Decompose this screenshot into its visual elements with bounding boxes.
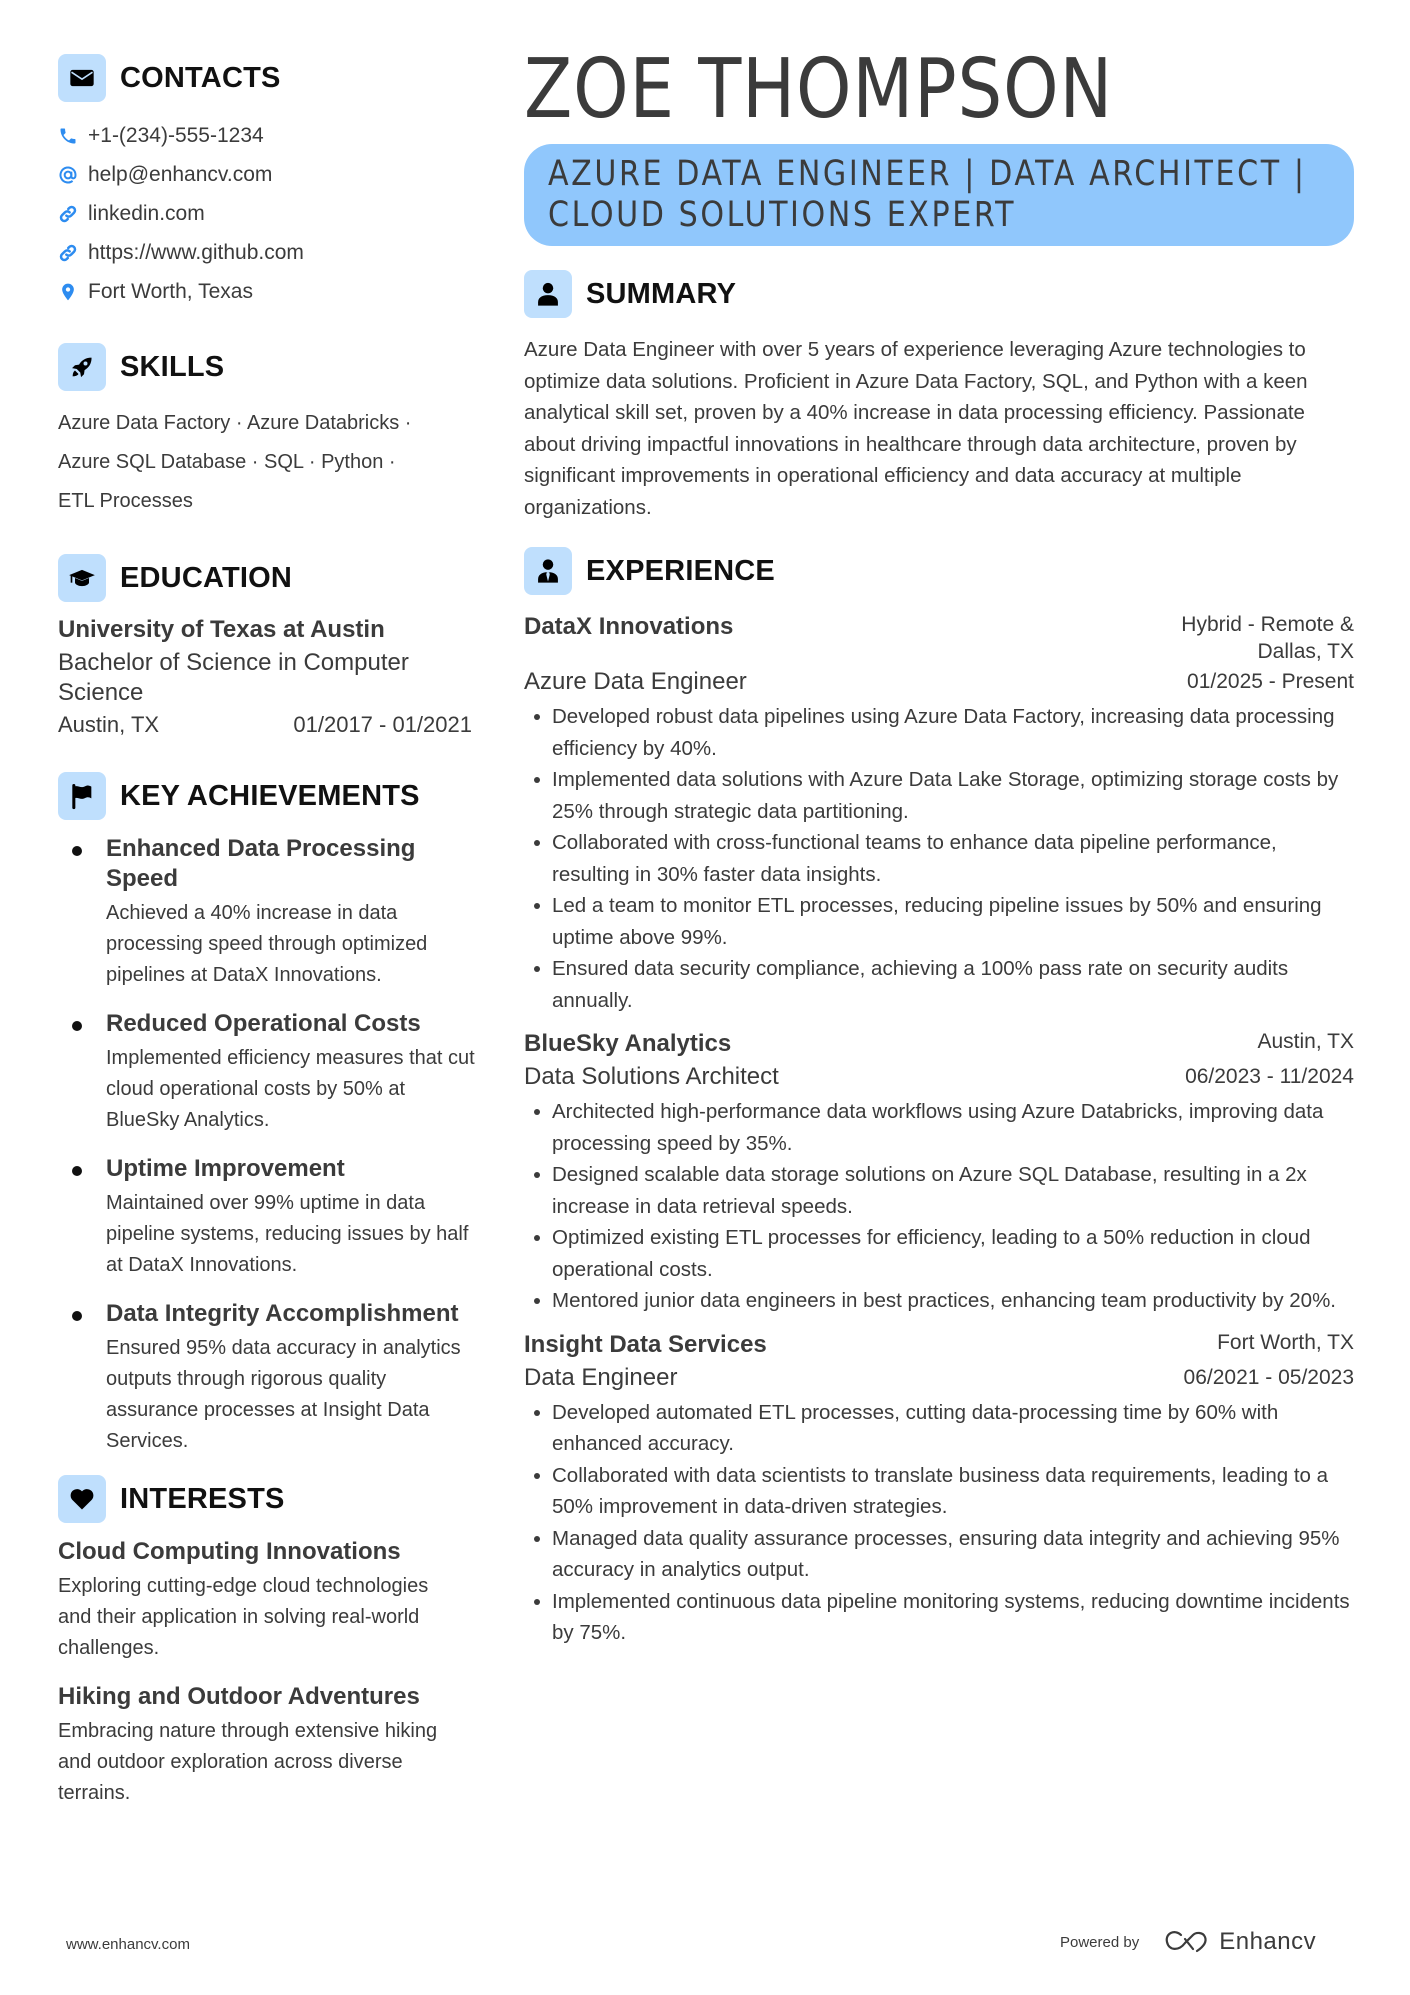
skills-line: Azure SQL Database · SQL · Python · (58, 451, 396, 473)
skills-header (58, 343, 478, 391)
contact-github[interactable] (58, 233, 478, 272)
contact-text: +1-(234)-555-1234 (88, 123, 264, 147)
section-title: KEY ACHIEVEMENTS (120, 779, 420, 812)
education-degree: Bachelor of Science in Computer Science (58, 649, 409, 706)
user-tie-icon (524, 547, 572, 595)
skills-section (58, 343, 478, 520)
at-icon (58, 164, 78, 186)
flag-icon (58, 772, 106, 820)
contacts-header (58, 54, 478, 102)
job-header-row (524, 1028, 1354, 1060)
job-location-line: Dallas, TX (1257, 640, 1354, 663)
experience-header (524, 547, 1354, 595)
job-location: Austin, TX (1257, 1030, 1354, 1053)
phone-icon (58, 125, 78, 147)
interests-header (58, 1475, 478, 1523)
job-company: DataX Innovations (524, 613, 734, 640)
contact-text: help@enhancv.com (88, 162, 273, 186)
title-banner (524, 144, 1354, 246)
job-role: Data Engineer (524, 1363, 678, 1391)
job-role-row (524, 1060, 1354, 1094)
footer-branding[interactable] (1060, 1928, 1316, 1956)
summary-section (524, 270, 1354, 523)
job-bullet: Developed automated ETL processes, cutting data-processing time by 60% with enhanced accuracy. (524, 1397, 1354, 1460)
job-entry (524, 1329, 1354, 1649)
achievement-item (58, 834, 478, 991)
skills-list (58, 405, 458, 520)
job-header-row (524, 1329, 1354, 1361)
job-bullet: Implemented data solutions with Azure Data Lake Storage, optimizing storage costs by 25% through strategic data partitioning. (524, 764, 1354, 827)
bullet-icon (72, 846, 82, 856)
education-meta (58, 712, 472, 738)
achievements-header (58, 772, 478, 820)
achievements-list (58, 834, 478, 1457)
contact-text: linkedin.com (88, 201, 205, 225)
graduation-cap-icon (58, 554, 106, 602)
job-bullet: Led a team to monitor ETL processes, reducing pipeline issues by 50% and ensuring uptime above 99%. (524, 890, 1354, 953)
job-bullet: Designed scalable data storage solutions on Azure SQL Database, resulting in a 2x increase in data retrieval speeds. (524, 1159, 1354, 1222)
achievement-desc: Implemented efficiency measures that cut cloud operational costs by 50% at BlueSky Analytics. (106, 1047, 475, 1131)
achievement-item (58, 1154, 478, 1281)
job-bullet: Optimized existing ETL processes for efficiency, leading to a 50% reduction in cloud operational costs. (524, 1222, 1354, 1285)
achievement-title: Reduced Operational Costs (106, 1010, 421, 1037)
job-bullet: Developed robust data pipelines using Azure Data Factory, increasing data processing efficiency by 40%. (524, 701, 1354, 764)
job-role: Azure Data Engineer (524, 668, 747, 695)
right-column (524, 44, 1354, 1661)
interests-section (58, 1475, 478, 1809)
job-entry (524, 1028, 1354, 1317)
rocket-icon (58, 343, 106, 391)
achievements-section (58, 772, 478, 1457)
section-title: EXPERIENCE (586, 554, 775, 587)
summary-header (524, 270, 1354, 318)
contact-text: https://www.github.com (88, 240, 304, 264)
bullet-icon (72, 1311, 82, 1321)
section-title: EDUCATION (120, 561, 293, 594)
job-location: Fort Worth, TX (1217, 1330, 1354, 1354)
link-icon (58, 203, 78, 225)
job-role-row (524, 665, 1354, 699)
achievement-desc: Ensured 95% data accuracy in analytics outputs through rigorous quality assurance processes at Insight Data Services. (106, 1337, 461, 1452)
link-icon (58, 242, 78, 264)
job-header-row (524, 611, 1354, 665)
location-pin-icon (58, 281, 78, 303)
section-title: SUMMARY (586, 277, 737, 310)
achievement-title: Enhanced Data Processing Speed (106, 835, 416, 892)
interest-item (58, 1682, 478, 1809)
job-bullet: Collaborated with data scientists to translate business data requirements, leading to a 50% improvement in data-driven strategies. (524, 1460, 1354, 1523)
job-bullet: Ensured data security compliance, achieving a 100% pass rate on security audits annually. (524, 953, 1354, 1016)
interest-item (58, 1537, 478, 1664)
powered-by-label: Powered by (1060, 1933, 1140, 1951)
brand-name: Enhancv (1219, 1928, 1317, 1955)
education-section (58, 554, 478, 738)
skills-line: ETL Processes (58, 490, 193, 512)
user-icon (524, 270, 572, 318)
achievement-desc: Achieved a 40% increase in data processing speed through optimized pipelines at DataX Innovations. (106, 902, 428, 986)
section-title: SKILLS (120, 350, 225, 383)
job-bullets (524, 701, 1354, 1016)
job-bullet: Implemented continuous data pipeline monitoring systems, reducing downtime incidents by 75%. (524, 1586, 1354, 1649)
education-dates: 01/2017 - 01/2021 (293, 712, 472, 737)
bullet-icon (72, 1166, 82, 1176)
job-role: Data Solutions Architect (524, 1063, 779, 1090)
achievement-title: Data Integrity Accomplishment (106, 1300, 459, 1327)
job-dates: 01/2025 - Present (1187, 670, 1354, 693)
interest-desc: Embracing nature through extensive hiking and outdoor exploration across diverse terrains. (58, 1720, 438, 1804)
achievement-desc: Maintained over 99% uptime in data pipeline systems, reducing issues by half at DataX Innovations. (106, 1192, 469, 1276)
job-bullet: Collaborated with cross-functional teams to enhance data pipeline performance, resulting in 30% faster data insights. (524, 827, 1354, 890)
candidate-name: ZOE THOMPSON (524, 42, 1114, 137)
footer-website-link[interactable]: www.enhancv.com (66, 1936, 190, 1953)
summary-text: Azure Data Engineer with over 5 years of experience leveraging Azure technologies to optimize data solutions. Proficient in Azure Data Factory, SQL, and Python with a keen analytical skill set, proven by a 40% increase in data processing efficiency. Passionate about driving impactful innovations in healthcare through data architecture, proven by significant improvements in operational efficiency and data accuracy at multiple organizations. (524, 338, 1308, 519)
job-entry (524, 611, 1354, 1016)
contact-linkedin[interactable] (58, 194, 478, 233)
experience-section (524, 547, 1354, 1649)
contacts-section (58, 54, 478, 311)
enhancv-logo-icon (1163, 1929, 1211, 1955)
contact-phone[interactable] (58, 116, 478, 155)
candidate-title: AZURE DATA ENGINEER | DATA ARCHITECT | CLOUD SOLUTIONS EXPERT (548, 154, 1307, 235)
contact-location (58, 272, 478, 311)
skills-line: Azure Data Factory · Azure Databricks · (58, 412, 412, 434)
achievement-item (58, 1299, 478, 1457)
job-location-line: Hybrid - Remote & (1181, 613, 1354, 636)
interest-title: Hiking and Outdoor Adventures (58, 1683, 420, 1710)
job-dates: 06/2023 - 11/2024 (1185, 1065, 1354, 1088)
job-company: Insight Data Services (524, 1330, 767, 1358)
job-bullets (524, 1397, 1354, 1649)
heart-icon (58, 1475, 106, 1523)
job-bullet: Mentored junior data engineers in best practices, enhancing team productivity by 20%. (524, 1285, 1354, 1317)
job-bullet: Managed data quality assurance processes, ensuring data integrity and achieving 95% accuracy in analytics output. (524, 1523, 1354, 1586)
education-header (58, 554, 478, 602)
job-role-row (524, 1361, 1354, 1395)
education-school: University of Texas at Austin (58, 616, 385, 643)
education-location: Austin, TX (58, 712, 160, 737)
contact-list (58, 116, 478, 311)
achievement-item (58, 1009, 478, 1136)
job-company: BlueSky Analytics (524, 1030, 732, 1057)
left-column (58, 54, 478, 1827)
job-bullet: Architected high-performance data workflows using Azure Databricks, improving data processing speed by 35%. (524, 1096, 1354, 1159)
contact-text: Fort Worth, Texas (88, 279, 253, 303)
contact-email[interactable] (58, 155, 478, 194)
envelope-icon (58, 54, 106, 102)
job-dates: 06/2021 - 05/2023 (1183, 1365, 1354, 1389)
section-title: CONTACTS (120, 61, 281, 94)
achievement-title: Uptime Improvement (106, 1155, 345, 1182)
section-title: INTERESTS (120, 1482, 285, 1515)
job-location (1181, 611, 1354, 665)
interest-desc: Exploring cutting-edge cloud technologies and their application in solving real-world challenges. (58, 1575, 429, 1659)
interest-title: Cloud Computing Innovations (58, 1538, 401, 1565)
bullet-icon (72, 1021, 82, 1031)
job-bullets (524, 1096, 1354, 1317)
